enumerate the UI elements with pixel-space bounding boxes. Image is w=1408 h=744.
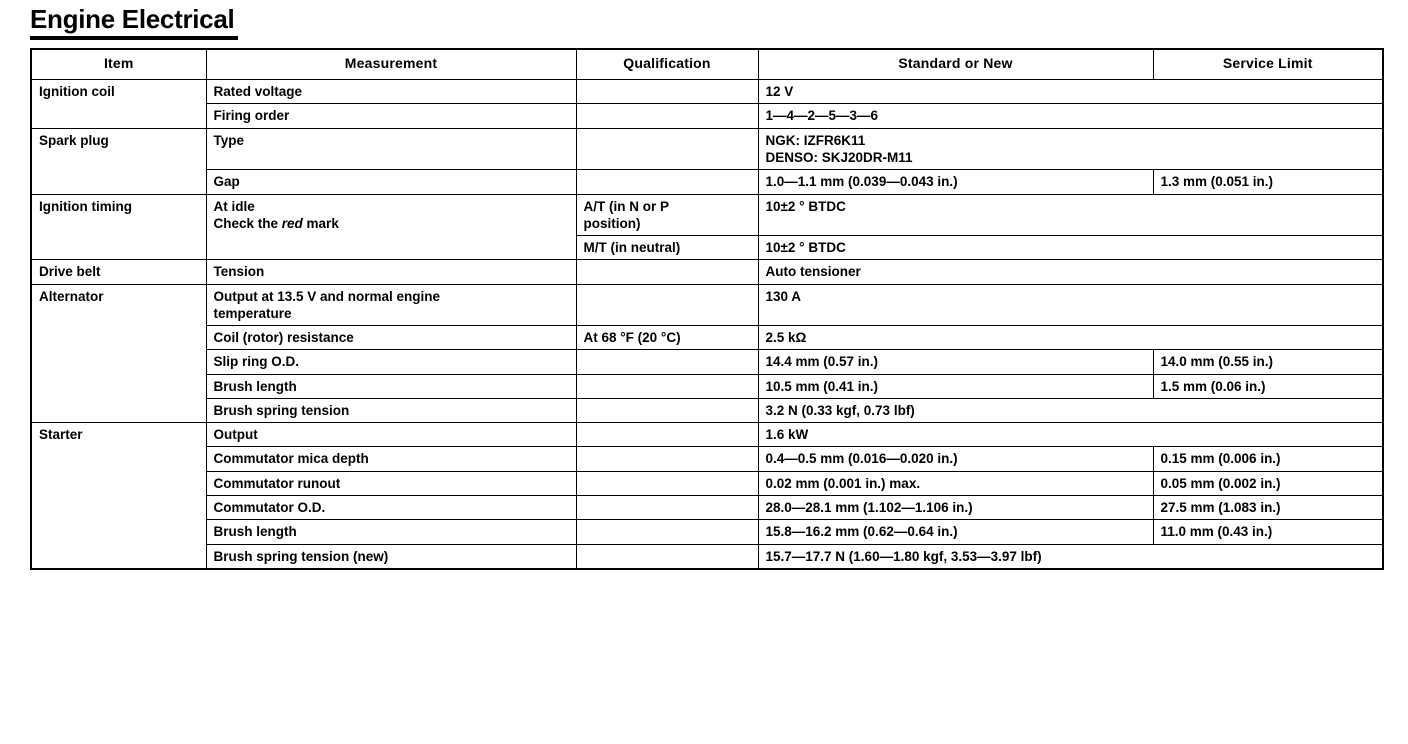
cell-measurement: Rated voltage [206, 80, 576, 104]
spark-plug-denso: DENSO: SKJ20DR-M11 [765, 150, 913, 165]
cell-item: Starter [31, 423, 206, 569]
cell-service-limit: 0.05 mm (0.002 in.) [1153, 471, 1383, 495]
table-row [31, 260, 1383, 284]
cell-standard [758, 128, 1383, 170]
cell-measurement: Commutator mica depth [206, 447, 576, 471]
cell-standard: 10±2 ° BTDC [758, 236, 1383, 260]
column-header-standard: Standard or New [758, 49, 1153, 79]
cell-standard: Auto tensioner [758, 260, 1383, 284]
check-note-pre: Check the [213, 215, 282, 231]
check-note-post: mark [302, 215, 339, 231]
table-row [31, 423, 1383, 447]
column-header-item: Item [31, 49, 206, 79]
cell-measurement: Commutator runout [206, 471, 576, 495]
table-row [31, 104, 1383, 128]
cell-qualification [576, 284, 758, 326]
cell-measurement: Tension [206, 260, 576, 284]
table-row [31, 80, 1383, 104]
ignition-timing-check-note [214, 215, 569, 232]
cell-standard: 0.02 mm (0.001 in.) max. [758, 471, 1153, 495]
cell-service-limit: 27.5 mm (1.083 in.) [1153, 495, 1383, 519]
cell-qualification: At 68 °F (20 °C) [576, 326, 758, 350]
cell-qualification [576, 495, 758, 519]
cell-item: Ignition timing [31, 194, 206, 260]
cell-standard: 10.5 mm (0.41 in.) [758, 374, 1153, 398]
cell-qualification [576, 104, 758, 128]
cell-measurement: Commutator O.D. [206, 495, 576, 519]
cell-standard: 0.4—0.5 mm (0.016—0.020 in.) [758, 447, 1153, 471]
cell-measurement [206, 284, 576, 326]
cell-qualification [576, 398, 758, 422]
cell-service-limit: 1.5 mm (0.06 in.) [1153, 374, 1383, 398]
ignition-timing-at-idle: At idle [213, 198, 255, 214]
page-title: Engine Electrical [30, 6, 238, 40]
page-title-wrap [30, 6, 1386, 42]
qualification-at-line2: position) [583, 215, 641, 231]
cell-standard: 1.0—1.1 mm (0.039—0.043 in.) [758, 170, 1153, 194]
table-row [31, 284, 1383, 326]
cell-standard: 15.7—17.7 N (1.60—1.80 kgf, 3.53—3.97 lbf) [758, 544, 1383, 569]
cell-standard: 2.5 kΩ [758, 326, 1383, 350]
table-row [31, 170, 1383, 194]
table-row [31, 326, 1383, 350]
cell-service-limit: 0.15 mm (0.006 in.) [1153, 447, 1383, 471]
cell-measurement: Type [206, 128, 576, 170]
table-row [31, 495, 1383, 519]
cell-service-limit: 14.0 mm (0.55 in.) [1153, 350, 1383, 374]
cell-qualification [576, 544, 758, 569]
cell-qualification [576, 350, 758, 374]
cell-standard: 10±2 ° BTDC [758, 194, 1383, 236]
spark-plug-ngk: NGK: IZFR6K11 [765, 132, 866, 148]
cell-qualification [576, 374, 758, 398]
cell-standard: 1.6 kW [758, 423, 1383, 447]
cell-standard: 1—4—2—5—3—6 [758, 104, 1383, 128]
qualification-at-line1: A/T (in N or P [583, 198, 669, 214]
cell-item: Drive belt [31, 260, 206, 284]
table-row [31, 398, 1383, 422]
table-body [31, 80, 1383, 569]
cell-qualification [576, 471, 758, 495]
column-header-service-limit: Service Limit [1153, 49, 1383, 79]
cell-standard: 28.0—28.1 mm (1.102—1.106 in.) [758, 495, 1153, 519]
cell-standard: 130 A [758, 284, 1383, 326]
column-header-measurement: Measurement [206, 49, 576, 79]
alternator-output-line2: temperature [213, 305, 292, 321]
cell-service-limit: 11.0 mm (0.43 in.) [1153, 520, 1383, 544]
cell-measurement: Coil (rotor) resistance [206, 326, 576, 350]
cell-measurement: Output [206, 423, 576, 447]
engine-electrical-spec-table [30, 48, 1384, 569]
cell-item: Ignition coil [31, 80, 206, 129]
table-row [31, 128, 1383, 170]
cell-measurement [206, 194, 576, 260]
cell-measurement: Brush spring tension [206, 398, 576, 422]
table-row [31, 471, 1383, 495]
table-row [31, 194, 1383, 236]
table-row [31, 520, 1383, 544]
table-row [31, 447, 1383, 471]
table-row [31, 350, 1383, 374]
cell-item: Spark plug [31, 128, 206, 194]
cell-standard: 15.8—16.2 mm (0.62—0.64 in.) [758, 520, 1153, 544]
cell-qualification [576, 260, 758, 284]
cell-service-limit: 1.3 mm (0.051 in.) [1153, 170, 1383, 194]
cell-standard: 3.2 N (0.33 kgf, 0.73 lbf) [758, 398, 1383, 422]
cell-measurement: Brush length [206, 374, 576, 398]
table-header [31, 49, 1383, 79]
cell-measurement: Slip ring O.D. [206, 350, 576, 374]
column-header-qualification: Qualification [576, 49, 758, 79]
cell-qualification [576, 80, 758, 104]
cell-qualification [576, 447, 758, 471]
cell-qualification [576, 520, 758, 544]
cell-qualification [576, 194, 758, 236]
check-note-red: red [281, 215, 303, 231]
alternator-output-line1: Output at 13.5 V and normal engine [213, 288, 441, 304]
cell-standard: 12 V [758, 80, 1383, 104]
cell-qualification [576, 128, 758, 170]
cell-measurement: Brush length [206, 520, 576, 544]
cell-qualification [576, 170, 758, 194]
cell-measurement: Gap [206, 170, 576, 194]
cell-measurement: Brush spring tension (new) [206, 544, 576, 569]
cell-item: Alternator [31, 284, 206, 423]
table-row [31, 374, 1383, 398]
cell-standard: 14.4 mm (0.57 in.) [758, 350, 1153, 374]
cell-qualification [576, 423, 758, 447]
cell-measurement: Firing order [206, 104, 576, 128]
table-row [31, 544, 1383, 569]
cell-qualification: M/T (in neutral) [576, 236, 758, 260]
table-header-row [31, 49, 1383, 79]
